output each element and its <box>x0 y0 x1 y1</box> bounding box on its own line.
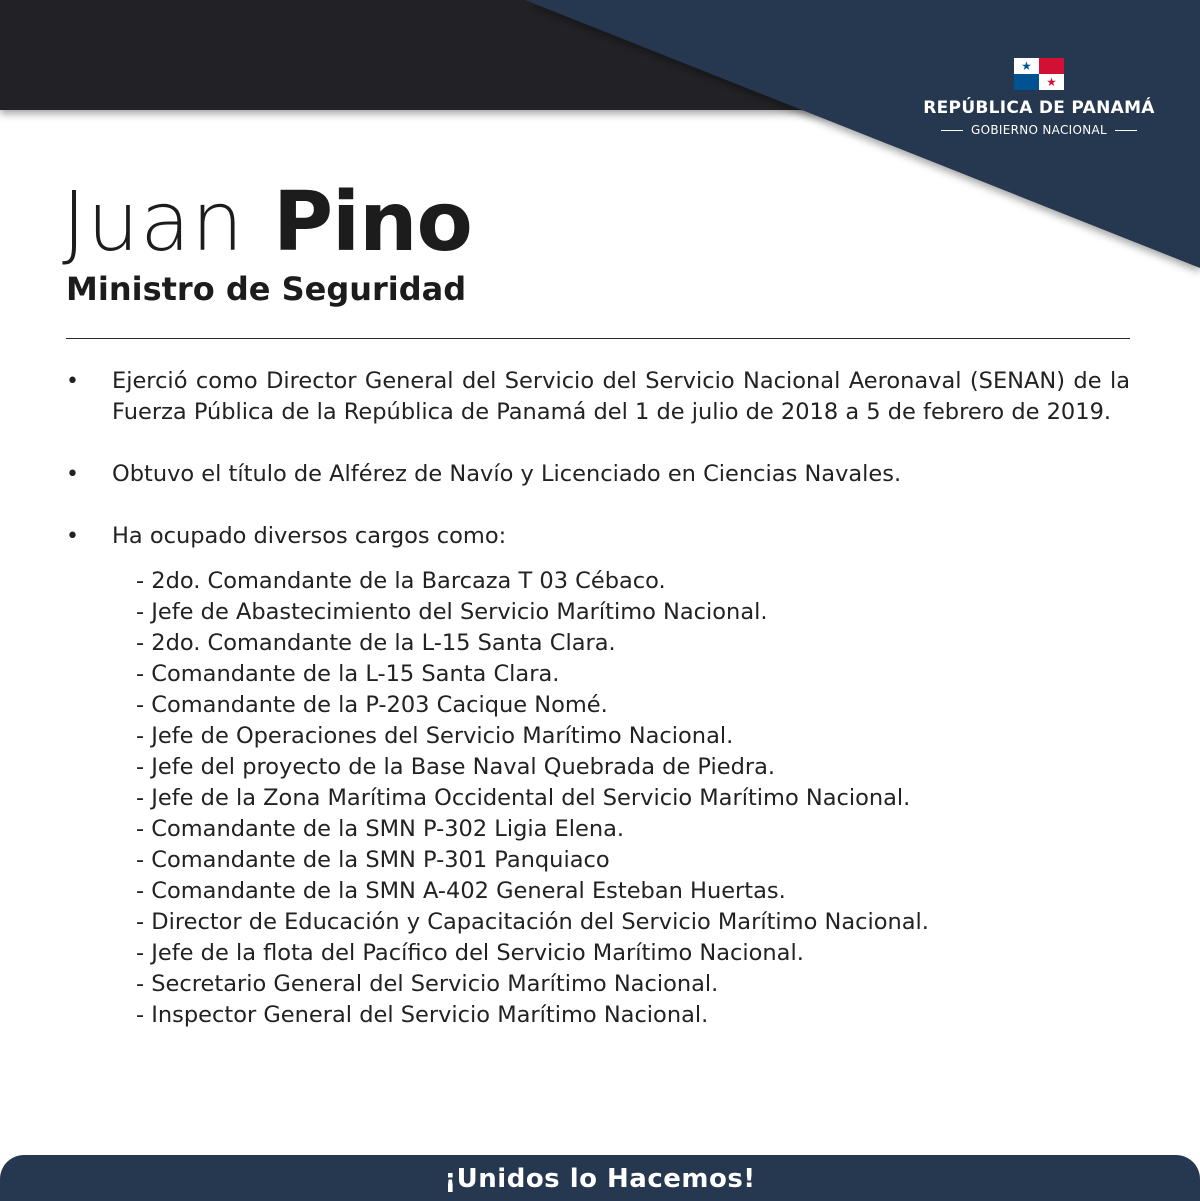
first-name: Juan <box>62 175 245 270</box>
bullet-text: Ha ocupado diversos cargos como: <box>112 523 507 549</box>
government-name: REPÚBLICA DE PANAMÁ <box>923 98 1155 118</box>
position-item: - Inspector General del Servicio Marítimo Nacional. <box>136 1002 709 1028</box>
government-logo-block <box>905 58 1173 137</box>
position-item: - Secretario General del Servicio Marítimo Nacional. <box>136 971 719 997</box>
divider-right <box>1115 130 1137 131</box>
bullet-item <box>66 366 1130 428</box>
person-name <box>62 168 472 278</box>
position-item: - 2do. Comandante de la Barcaza T 03 Cébaco. <box>136 568 666 594</box>
position-item: - Jefe de Operaciones del Servicio Marítimo Nacional. <box>136 723 734 749</box>
panama-flag-icon <box>1014 58 1064 90</box>
role-title: Ministro de Seguridad <box>66 270 467 308</box>
position-item: - 2do. Comandante de la L-15 Santa Clara. <box>136 630 616 656</box>
bullet-icon: • <box>66 462 79 487</box>
position-item: - Comandante de la SMN A-402 General Esteban Huertas. <box>136 878 786 904</box>
position-item: - Director de Educación y Capacitación del Servicio Marítimo Nacional. <box>136 909 929 935</box>
bullet-text: Ejerció como Director General del Servicio del Servicio Nacional Aeronaval (SENAN) de la Fuerza Pública de la República de Panamá del 1 de julio de 2018 a 5 de febrero de 2019. <box>112 368 1130 425</box>
last-name: Pino <box>272 175 472 270</box>
position-item: - Comandante de la L-15 Santa Clara. <box>136 661 560 687</box>
position-item: - Jefe de la Zona Marítima Occidental del Servicio Marítimo Nacional. <box>136 785 911 811</box>
government-subtitle <box>905 123 1173 137</box>
bullet-icon: • <box>66 524 79 549</box>
positions-list <box>66 566 1130 1031</box>
position-item: - Comandante de la SMN P-302 Ligia Elena. <box>136 816 625 842</box>
footer-slogan: ¡Unidos lo Hacemos! <box>444 1164 756 1194</box>
horizontal-divider <box>66 338 1130 339</box>
bullet-item <box>66 521 1130 552</box>
footer-banner <box>0 1155 1200 1201</box>
position-item: - Comandante de la SMN P-301 Panquiaco <box>136 847 610 873</box>
bullet-icon: • <box>66 369 79 394</box>
bullet-item <box>66 459 1130 490</box>
government-subtitle-text: GOBIERNO NACIONAL <box>971 123 1107 137</box>
bullet-text: Obtuvo el título de Alférez de Navío y Licenciado en Ciencias Navales. <box>112 461 902 487</box>
divider-left <box>941 130 963 131</box>
biography-content <box>66 366 1130 1031</box>
position-item: - Comandante de la P-203 Cacique Nomé. <box>136 692 608 718</box>
position-item: - Jefe de la flota del Pacífico del Servicio Marítimo Nacional. <box>136 940 804 966</box>
position-item: - Jefe del proyecto de la Base Naval Quebrada de Piedra. <box>136 754 776 780</box>
position-item: - Jefe de Abastecimiento del Servicio Marítimo Nacional. <box>136 599 768 625</box>
